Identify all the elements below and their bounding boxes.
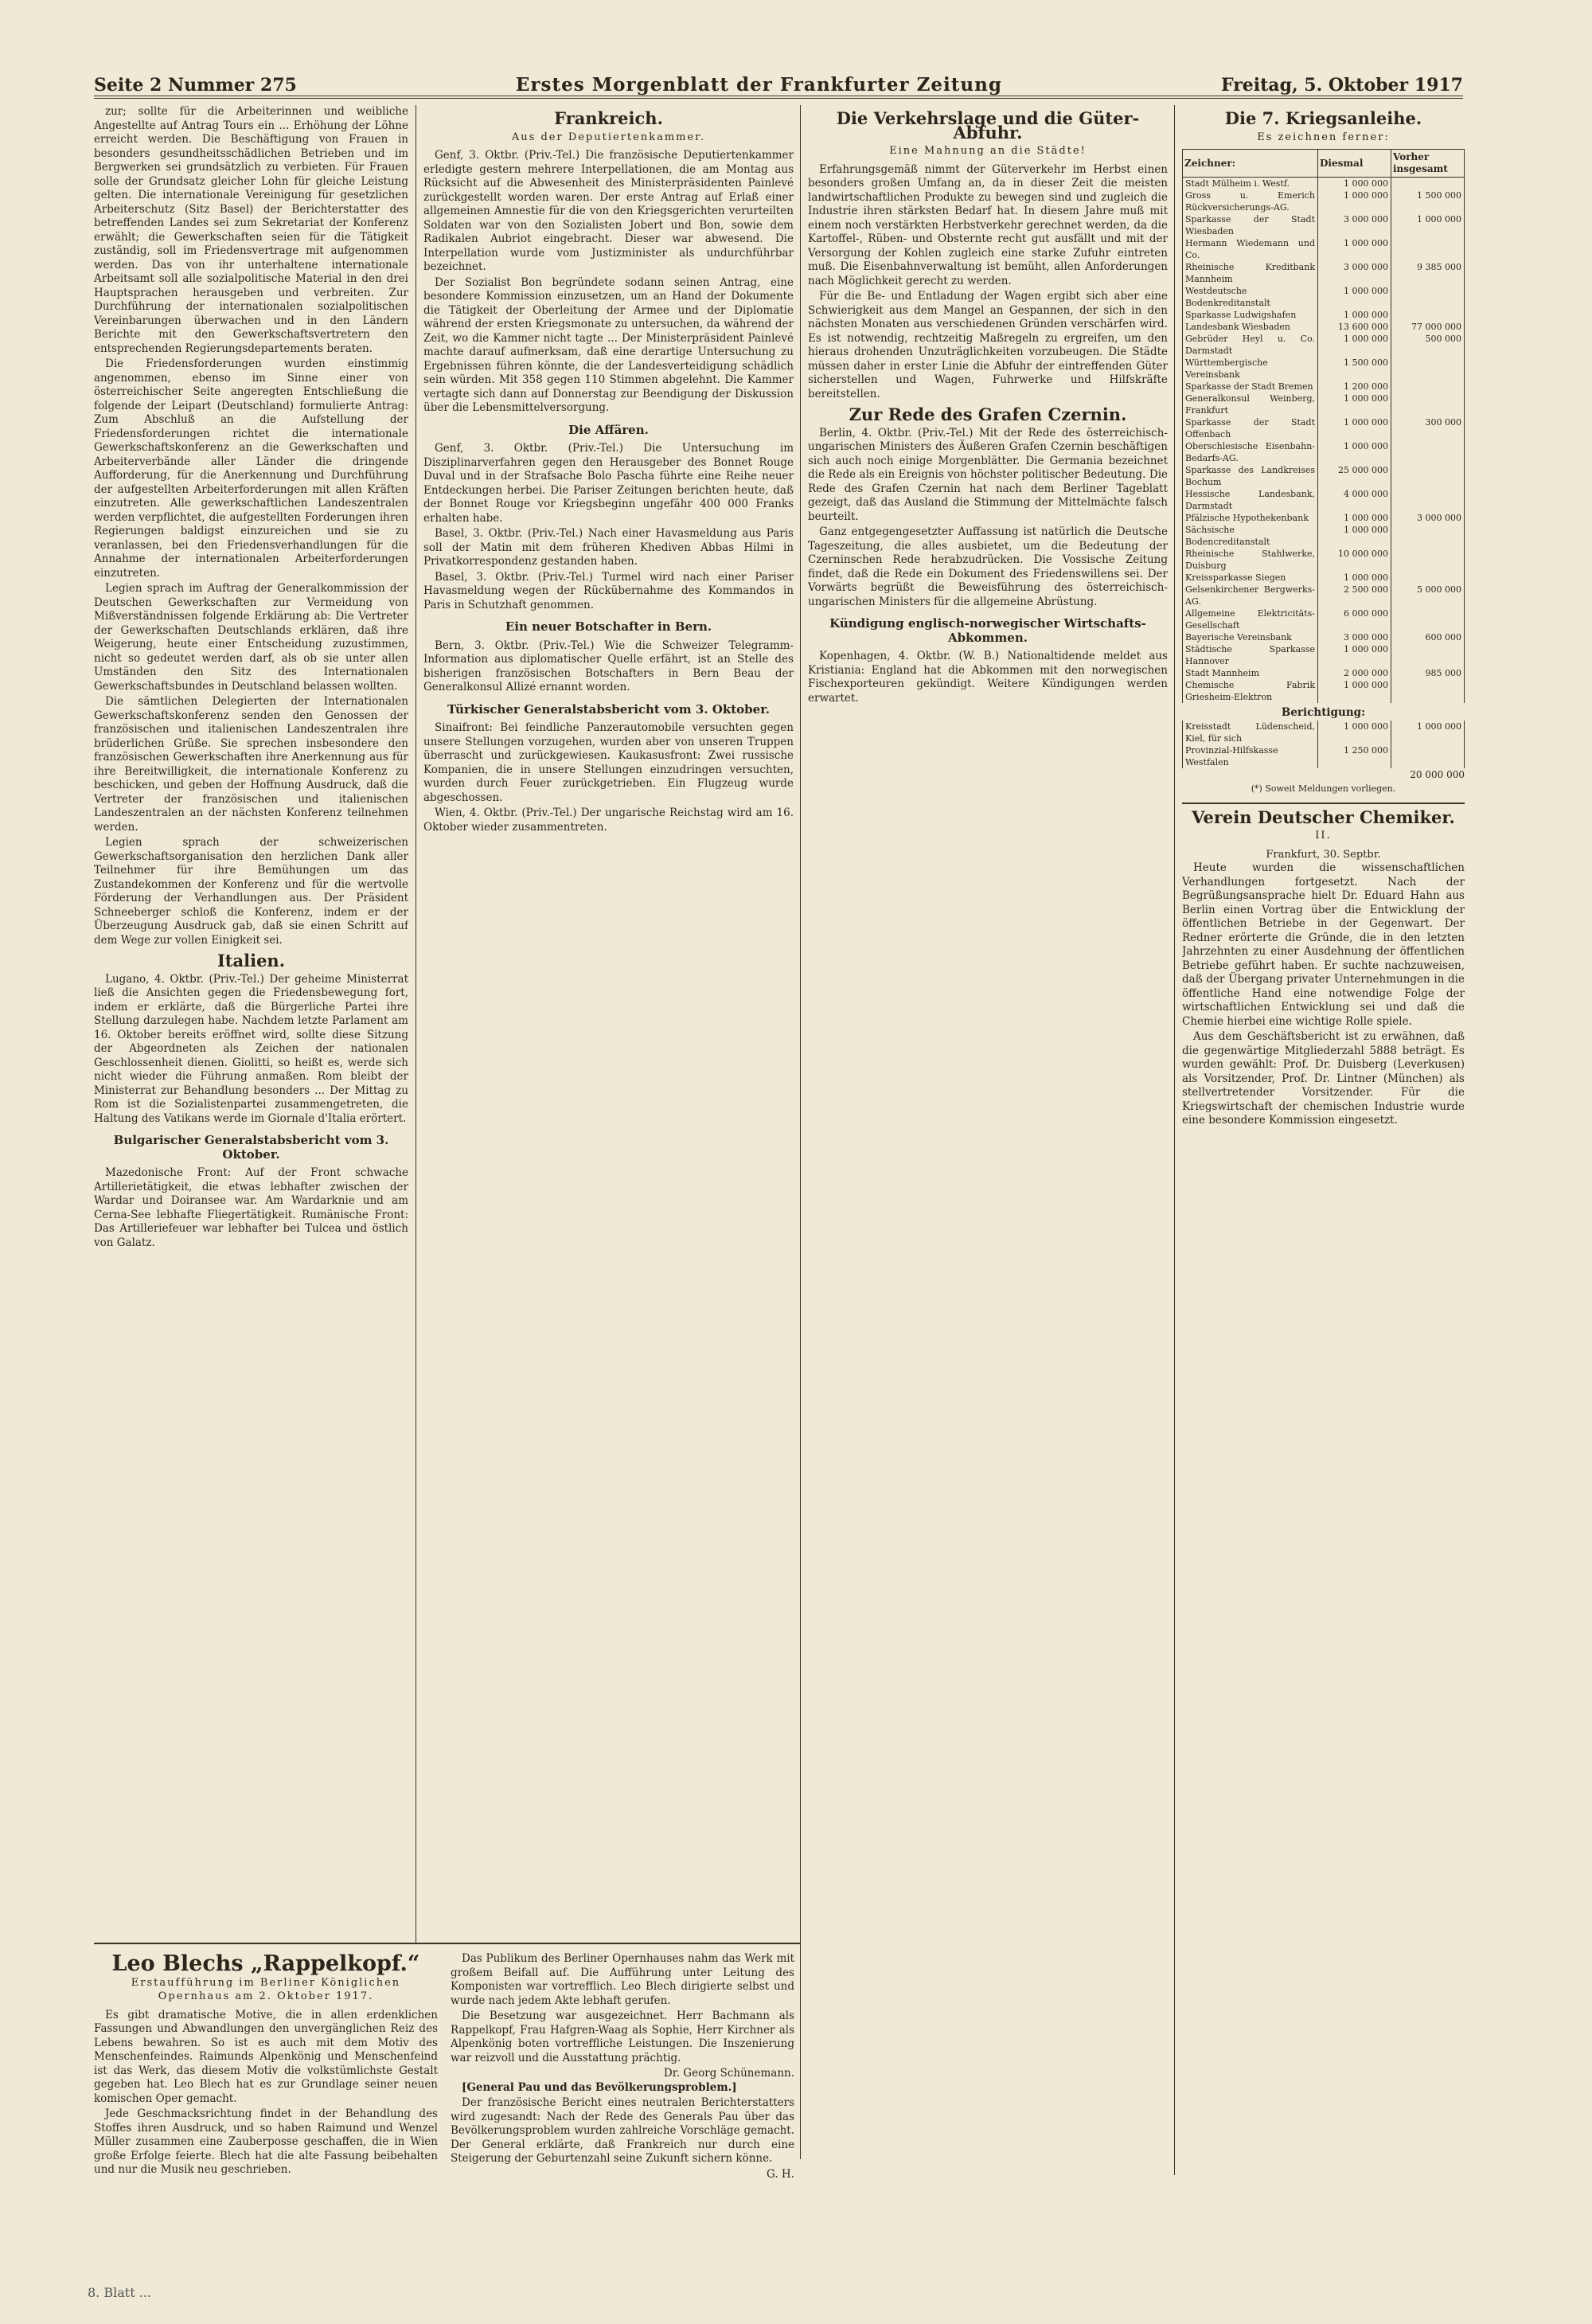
correction-table bbox=[1182, 721, 1465, 768]
article-paragraph: Sinaifront: Bei feindliche Panzerautomobile versuchten gegen unsere Stellungen vorzugehen, wurden aber von unseren Truppen überrascht und zurückgewiesen. Kaukasusfront: Zwei russische Kompanien, die in unsere Stellungen einzudringen versuchten, wurden durch Feuer zurückgetrieben. Ein Flugzeug wurde abgeschossen. bbox=[423, 721, 794, 804]
amount-previous: 5 000 000 bbox=[1391, 584, 1465, 607]
table-row bbox=[1183, 631, 1465, 643]
article-paragraph: Basel, 3. Oktbr. (Priv.-Tel.) Nach einer Havasmeldung aus Paris soll der Matin mit dem früheren Khediven Abbas Hilmi in Privatkorrespondenz gestanden haben. bbox=[423, 527, 794, 568]
table-row bbox=[1183, 285, 1465, 309]
amount-previous bbox=[1391, 524, 1465, 548]
table-row bbox=[1183, 464, 1465, 488]
table-row bbox=[1183, 679, 1465, 703]
article-paragraph: Heute wurden die wissenschaftlichen Verhandlungen fortgesetzt. Nach der Begrüßungsansprache hielt Dr. Eduard Hahn aus Berlin einen Vortrag über die Entwicklung der öffentlichen Betriebe in der Gegenwart. Der Redner erörterte die Gründe, die in den letzten Jahrzehnten zu einer Ausdehnung der öffentlichen Betriebe geführt haben. Er suchte nachzuweisen, daß der Übergang privater Unternehmungen in die öffentliche Hand eine notwendige Folge der wirtschaftlichen Entwicklung sei und daß die Chemie hierbei eine wichtige Rolle spiele. bbox=[1182, 861, 1465, 1028]
table-row bbox=[1183, 178, 1465, 190]
amount-current: 1 000 000 bbox=[1318, 285, 1391, 309]
table-row bbox=[1183, 548, 1465, 572]
section-title-turkish-report: Türkischer Generalstabsbericht vom 3. Oktober. bbox=[447, 701, 770, 717]
article-paragraph: Der Sozialist Bon begründete sodann seinen Antrag, eine besondere Kommission einzusetzen, um an Hand der Dokumente die Tätigkeit der Oberleitung der Armee und der Diplomatie während der ersten Kriegsmonate zu untersuchen, da während der Zeit, wo die Kammer nicht tagte ... Der Ministerpräsident Painlevé machte darauf aufmerksam, daß eine derartige Untersuchung zu Ergebnissen führen könnte, die der Landesverteidigung schädlich sein würden. Mit 358 gegen 110 Stimmen abgelehnt. Die Kammer vertagte sich dann auf Donnerstag zur Beendigung der Diskussion über die Lebensmittelversorgung. bbox=[423, 275, 794, 414]
amount bbox=[1391, 744, 1465, 768]
amount: 1 250 000 bbox=[1318, 744, 1391, 768]
article-paragraph: Wien, 4. Oktbr. (Priv.-Tel.) Der ungarische Reichstag wird am 16. Oktober wieder zusammentreten. bbox=[423, 807, 794, 834]
amount-previous bbox=[1391, 285, 1465, 309]
column-1 bbox=[94, 105, 408, 1928]
table-row bbox=[1183, 744, 1465, 768]
subscriber-name: Gebrüder Heyl u. Co. Darmstadt bbox=[1183, 333, 1318, 357]
article-paragraph: Erfahrungsgemäß nimmt der Güterverkehr im Herbst einen besonders großen Umfang an, da in dieser Zeit die meisten landwirtschaftlichen Produkte zu bewegen sind und zugleich die Industrie ihren stärksten Bedarf hat. In diesem Jahre muß mit einem noch verstärkten Herbstverkehr gerechnet werden, da die Kartoffel-, Rüben- und Obsternte recht gut ausfällt und mit der Versorgung der Kohlen zugleich eine starke Zufuhr eintreten muß. Die Eisenbahnverwaltung ist bemüht, allen Anforderungen nach Möglichkeit gerecht zu werden. bbox=[808, 162, 1168, 287]
amount-previous bbox=[1391, 643, 1465, 667]
amount-current: 1 000 000 bbox=[1318, 679, 1391, 703]
article-paragraph: Jede Geschmacksrichtung findet in der Behandlung des Stoffes ihren Ausdruck, und so haben Raimund und Wenzel Müller zusammen eine Zauberposse geschaffen, die in Wien große Erfolge feierte. Blech hat die alte Fassung beibehalten und nur die Musik neu geschrieben. bbox=[94, 2107, 438, 2176]
subscriber-name: Sparkasse der Stadt Offenbach bbox=[1183, 416, 1318, 440]
amount-previous bbox=[1391, 381, 1465, 393]
amount-current: 1 200 000 bbox=[1318, 381, 1391, 393]
section-title-kriegsanleihe: Die 7. Kriegsanleihe. bbox=[1224, 108, 1422, 128]
subscriber-name: Oberschlesische Eisenbahn-Bedarfs-AG. bbox=[1183, 440, 1318, 464]
subscriber-name: Stadt Mannheim bbox=[1183, 667, 1318, 679]
amount-current: 2 000 000 bbox=[1318, 667, 1391, 679]
section-subtitle: Es zeichnen ferner: bbox=[1257, 131, 1390, 143]
subscriber-name: Hessische Landesbank, Darmstadt bbox=[1183, 488, 1318, 512]
amount-current: 3 000 000 bbox=[1318, 261, 1391, 285]
feuilleton-title: Leo Blechs „Rappelkopf.“ bbox=[111, 1952, 420, 1976]
author-signature: Dr. Georg Schünemann. bbox=[663, 2067, 794, 2080]
amount-previous bbox=[1391, 548, 1465, 572]
table-row bbox=[1183, 189, 1465, 213]
amount-previous: 9 385 000 bbox=[1391, 261, 1465, 285]
article-paragraph: Ganz entgegengesetzter Auffassung ist natürlich die Deutsche Tageszeitung, die alles ausbietet, um die Bedeutung der Czerninschen Rede herabzudrücken. Die Vossische Zeitung findet, daß die Rede ein Dokument des Friedenswillens sei. Der Vorwärts begrüßt die Beweisführung des österreichisch-ungarischen Ministers für die allgemeine Abrüstung. bbox=[808, 525, 1168, 608]
article-lead: zur; sollte für die Arbeiterinnen und weibliche Angestellte auf Antrag Tours ein ... Erhöhung der Löhne erreicht werden. Die Beschäftigung von Frauen in besonders gesundheitsschädlichen Betrieben und im Bergwerken sei grundsätzlich zu verbieten. Für Frauen solle der Grundsatz gleicher Lohn für gleiche Leistung gelten. Die internationale Vereinigung für gesetzlichen Arbeiterschutz (Sitz Basel) der Berichterstatter des betreffenden Landes sei zum Sekretariat der Konferenz erwählt; die Gewerkschaften seien für die Tätigkeit zuständig, soll im Friedensvertrage mit aufgenommen werden. Das von ihr unterhaltene internationale Arbeitsamt soll alle sozialpolitische Material in den drei Hauptsprachen herausgeben und verbreiten. Zur Durchführung der internationalen sozialpolitischen Vereinbarungen überwachen und in den Ländern Berichte mit den Gewerkschaftsvertretern den entsprechenden Regierungsdepartements beraten. bbox=[94, 105, 408, 355]
subscriber-name: Provinzial-Hilfskasse Westfalen bbox=[1183, 744, 1318, 768]
article-paragraph: Bern, 3. Oktbr. (Priv.-Tel.) Wie die Schweizer Telegramm-Information aus diplomatischer Quelle erfährt, ist an Stelle des bisherigen französischen Botschafters in Bern Beau der Generalkonsul Allizé ernannt worden. bbox=[423, 639, 794, 693]
amount-previous: 985 000 bbox=[1391, 667, 1465, 679]
amount-current: 13 600 000 bbox=[1318, 321, 1391, 333]
table-header: Zeichner: bbox=[1183, 150, 1318, 178]
amount-current: 3 000 000 bbox=[1318, 631, 1391, 643]
section-number: II. bbox=[1315, 830, 1332, 842]
subscriber-name: Rheinische Stahlwerke, Duisburg bbox=[1183, 548, 1318, 572]
table-row bbox=[1183, 488, 1465, 512]
subscriber-name: Chemische Fabrik Griesheim-Elektron bbox=[1183, 679, 1318, 703]
page-header bbox=[94, 64, 1463, 99]
amount-previous bbox=[1391, 488, 1465, 512]
amount-current: 3 000 000 bbox=[1318, 213, 1391, 237]
table-header: Diesmal bbox=[1318, 150, 1391, 178]
column-2 bbox=[423, 105, 794, 1928]
subscriber-name: Württembergische Vereinsbank bbox=[1183, 357, 1318, 381]
amount-previous bbox=[1391, 237, 1465, 261]
amount-current: 1 000 000 bbox=[1318, 237, 1391, 261]
article-paragraph: Der französische Bericht eines neutralen Berichterstatters wird zugesandt: Nach der Rede des Generals Pau über das Bevölkerungsproblem wurden zahlreiche Vorschläge gemacht. Der General erklärte, daß Frankreich nur durch eine Steigerung der Geburtenzahl seine Zukunft sichern könne. bbox=[451, 2096, 794, 2165]
subscription-table bbox=[1182, 149, 1465, 703]
amount-previous: 600 000 bbox=[1391, 631, 1465, 643]
amount-current: 10 000 000 bbox=[1318, 548, 1391, 572]
subscriber-name: Kreissparkasse Siegen bbox=[1183, 572, 1318, 584]
section-title-italien: Italien. bbox=[217, 951, 286, 971]
section-subtitle: Eine Mahnung an die Städte! bbox=[889, 145, 1087, 157]
subscriber-name: Sächsische Bodencreditanstalt bbox=[1183, 524, 1318, 548]
subscriber-name: Stadt Mülheim i. Westf. bbox=[1183, 178, 1318, 190]
amount-previous bbox=[1391, 464, 1465, 488]
table-row bbox=[1183, 416, 1465, 440]
header-date: Freitag, 5. Oktober 1917 bbox=[1220, 75, 1463, 96]
table-row bbox=[1183, 333, 1465, 357]
article-paragraph: Für die Be- und Entladung der Wagen ergibt sich aber eine Schwierigkeit aus dem Mangel an Gespannen, der sich in den nächsten Monaten aus verschiedenen Gründen verschärfen wird. Es ist notwendig, rechtzeitig Maßregeln zu ergreifen, um den hieraus drohenden Unzuträglichkeiten vorzubeugen. Die Städte müssen daher in erster Linie die Abfuhr der eintreffenden Güter sicherstellen und Wagen, Fuhrwerke und Hilfskräfte bereitstellen. bbox=[808, 290, 1168, 400]
header-page-number: Seite 2 Nummer 275 bbox=[94, 75, 297, 96]
amount-previous bbox=[1391, 178, 1465, 190]
article-paragraph: Die sämtlichen Delegierten der Internationalen Gewerkschaftskonferenz senden den Genossen der französischen und italienischen Landeszentralen ihre brüderlichen Grüße. Sie sprechen insbesondere den französischen Gewerkschaften ihre Anerkennung aus für ihre Bereitwilligkeit, die internationale Konferenz zu beschicken, und geben der Hoffnung Ausdruck, daß die Vertreter der französischen und italienischen Landeszentralen an der nächsten Konferenz teilnehmen werden. bbox=[94, 695, 408, 834]
amount-previous bbox=[1391, 572, 1465, 584]
subscriber-name: Allgemeine Elektricitäts-Gesellschaft bbox=[1183, 607, 1318, 631]
amount-current: 2 500 000 bbox=[1318, 584, 1391, 607]
author-signature: G. H. bbox=[767, 2167, 794, 2181]
article-paragraph: Es gibt dramatische Motive, die in allen erdenklichen Fassungen und Abwandlungen den unvergänglichen Reiz des Lebens bewahren. So ist es auch mit dem Motiv des Menschenfeindes. Raimunds Alpenkönig und Menschenfeind ist das Werk, das diesem Motiv die volkstümlichste Gestalt gegeben hat. Leo Blech hat es zur Grundlage seiner neuen komischen Oper gemacht. bbox=[94, 2008, 438, 2105]
article-paragraph: Berlin, 4. Oktbr. (Priv.-Tel.) Mit der Rede des österreichisch-ungarischen Ministers des Äußeren Grafen Czernin beschäftigen sich auch noch einige Morgenblätter. Die Germania bezeichnet die Rede als ein Ereignis von höchster politischer Bedeutung. Die Rede des Grafen Czernin hat nach dem Berliner Tageblatt gezeigt, daß das Ausland die Stimmung der Mittelmächte falsch beurteilt. bbox=[808, 426, 1168, 523]
section-title-kuendigung: Kündigung englisch-norwegischer Wirtschafts-Abkommen. bbox=[829, 616, 1146, 645]
amount-current: 1 000 000 bbox=[1318, 512, 1391, 524]
subscriber-name: Gross u. Emerich Rückversicherungs-AG. bbox=[1183, 189, 1318, 213]
amount-previous bbox=[1391, 440, 1465, 464]
section-title-frankreich: Frankreich. bbox=[554, 108, 663, 128]
subscriber-name: Bayerische Vereinsbank bbox=[1183, 631, 1318, 643]
section-title-affaeren: Die Affären. bbox=[568, 422, 649, 437]
article-heading: [General Pau und das Bevölkerungsproblem.] bbox=[462, 2080, 737, 2094]
table-row bbox=[1183, 237, 1465, 261]
article-paragraph: Das Publikum des Berliner Opernhauses nahm das Werk mit großem Beifall auf. Die Aufführung unter Leitung des Komponisten war vortrefflich. Leo Blech dirigierte selbst und wurde nach jedem Akte lebhaft gerufen. bbox=[451, 1952, 794, 2007]
subscriber-name: Pfälzische Hypothekenbank bbox=[1183, 512, 1318, 524]
article-paragraph: Basel, 3. Oktbr. (Priv.-Tel.) Turmel wird nach einer Pariser Havasmeldung wegen der Rückübernahme des Kommandos in Paris in Schutzhaft genommen. bbox=[423, 570, 794, 611]
amount-previous: 500 000 bbox=[1391, 333, 1465, 357]
amount-previous: 3 000 000 bbox=[1391, 512, 1465, 524]
article-paragraph: Aus dem Geschäftsbericht ist zu erwähnen, daß die gegenwärtige Mitgliederzahl 5888 beträgt. Es wurden gewählt: Prof. Dr. Duisberg (Leverkusen) als Vorsitzender, Prof. Dr. Lintner (München) als stellvertretender Vorsitzender. Für die Kriegswirtschaft der chemischen Industrie wurde eine besondere Kommission eingesetzt. bbox=[1182, 1030, 1465, 1127]
section-subtitle: Aus der Deputiertenkammer. bbox=[511, 131, 706, 143]
dateline: Frankfurt, 30. Septbr. bbox=[1266, 848, 1381, 861]
table-row bbox=[1183, 512, 1465, 524]
amount-current: 1 500 000 bbox=[1318, 357, 1391, 381]
amount-previous bbox=[1391, 393, 1465, 416]
table-note: (*) Soweit Meldungen vorliegen. bbox=[1251, 783, 1396, 794]
amount-current: 1 000 000 bbox=[1318, 393, 1391, 416]
subscriber-name: Sparkasse Ludwigshafen bbox=[1183, 309, 1318, 321]
amount-previous: 1 500 000 bbox=[1391, 189, 1465, 213]
page-footer: 8. Blatt ... bbox=[88, 2285, 151, 2300]
amount-previous: 300 000 bbox=[1391, 416, 1465, 440]
table-row bbox=[1183, 321, 1465, 333]
amount-current: 4 000 000 bbox=[1318, 488, 1391, 512]
amount-previous: 77 000 000 bbox=[1391, 321, 1465, 333]
table-row bbox=[1183, 213, 1465, 237]
amount-current: 1 000 000 bbox=[1318, 572, 1391, 584]
subscriber-name: Landesbank Wiesbaden bbox=[1183, 321, 1318, 333]
amount-current: 1 000 000 bbox=[1318, 333, 1391, 357]
amount-previous bbox=[1391, 357, 1465, 381]
column-3 bbox=[808, 105, 1168, 2159]
table-row bbox=[1183, 261, 1465, 285]
feuilleton-col bbox=[94, 1952, 438, 2181]
feuilleton-subtitle: Erstaufführung im Berliner Königlichen Opernhaus am 2. Oktober 1917. bbox=[131, 1976, 401, 2002]
amount-current: 1 000 000 bbox=[1318, 309, 1391, 321]
section-rule bbox=[94, 1943, 800, 1944]
section-title-botschafter: Ein neuer Botschafter in Bern. bbox=[505, 619, 712, 634]
amount-current: 6 000 000 bbox=[1318, 607, 1391, 631]
subscriber-name: Sparkasse des Landkreises Bochum bbox=[1183, 464, 1318, 488]
amount-current: 1 000 000 bbox=[1318, 524, 1391, 548]
section-title-chemiker: Verein Deutscher Chemiker. bbox=[1192, 807, 1455, 827]
amount-current: 1 000 000 bbox=[1318, 189, 1391, 213]
section-rule bbox=[1182, 803, 1465, 804]
subscriber-name: Sparkasse der Stadt Wiesbaden bbox=[1183, 213, 1318, 237]
amount: 1 000 000 bbox=[1318, 721, 1391, 744]
article-paragraph: Genf, 3. Oktbr. (Priv.-Tel.) Die französische Deputiertenkammer erledigte gestern mehrere Interpellationen, die am Montag aus Rücksicht auf die Abwesenheit des Ministerpräsidenten Painlevé zurückgestellt worden waren. Der erste Antrag auf Erlaß einer allgemeinen Amnestie für die von den Kriegsgerichten verurteilten Soldaten war von den Sozialisten Jobert und Bon, sowie dem Radikalen Aubriot eingebracht. Dieser war abwesend. Die Interpellation wurde vom Justizminister als undurchführbar bezeichnet. bbox=[423, 149, 794, 273]
amount-previous bbox=[1391, 309, 1465, 321]
amount: 1 000 000 bbox=[1391, 721, 1465, 744]
article-paragraph: Die Friedensforderungen wurden einstimmig angenommen, ebenso im Sinne einer von österreichischer Seite angeregten Entschließung die folgende der Leipart (Deutschland) formulierte Antrag: Zum Abschluß an die Aufstellung der Friedensforderungen richtet die internationale Gewerkschaftskonferenz an die Gewerkschaften und Arbeiterverbände aller Länder die dringende Aufforderung, für die Anerkennung und Durchführung der aufgestellten Arbeiterforderungen mit allen Kräften einzutreten. Alle gewerkschaftlichen Landeszentralen werden verpflichtet, die aufgestellten Forderungen ihren Regierungen baldigst einzureichen und sie zu veranlassen, bei den Friedensverhandlungen für die Annahme der internationalen Arbeiterforderungen einzutreten. bbox=[94, 357, 408, 580]
amount-current: 25 000 000 bbox=[1318, 464, 1391, 488]
subscriber-name: Rheinische Kreditbank Mannheim bbox=[1183, 261, 1318, 285]
header-masthead: Erstes Morgenblatt der Frankfurter Zeitung bbox=[515, 74, 1002, 96]
article-paragraph: Die Besetzung war ausgezeichnet. Herr Bachmann als Rappelkopf, Frau Hafgren-Waag als Sophie, Herr Kirchner als Alpenkönig boten vortreffliche Leistungen. Die Inszenierung war reizvoll und die Ausstattung prächtig. bbox=[451, 2010, 794, 2064]
table-row bbox=[1183, 607, 1465, 631]
article-paragraph: Kopenhagen, 4. Oktbr. (W. B.) Nationaltidende meldet aus Kristiania: England hat die Abkommen mit den norwegischen Fischexporteuren gekündigt. Weitere Kündigungen werden erwartet. bbox=[808, 650, 1168, 705]
section-title-bulgarian-report: Bulgarischer Generalstabsbericht vom 3. Oktober. bbox=[113, 1133, 389, 1162]
amount-previous: 1 000 000 bbox=[1391, 213, 1465, 237]
article-paragraph: Legien sprach im Auftrag der Generalkommission der Deutschen Gewerkschaften zur Vermeidung von Mißverständnissen folgende Erklärung ab: Die Vertreter der Gewerkschaften Deutschlands erklären, daß ihre Weigerung, heute einer Entscheidung zuzustimmen, nicht so gedeutet werden darf, als ob sie unter allen Umständen den Sitz des Internationalen Gewerkschaftsbundes in Deutschland belassen wollten. bbox=[94, 582, 408, 693]
correction-total: 20 000 000 bbox=[1410, 768, 1465, 780]
subscriber-name: Gelsenkirchener Bergwerks-AG. bbox=[1183, 584, 1318, 607]
amount-previous bbox=[1391, 607, 1465, 631]
column-rule bbox=[800, 105, 801, 2159]
subscriber-name: Sparkasse der Stadt Bremen bbox=[1183, 381, 1318, 393]
feuilleton-col bbox=[451, 1952, 794, 2181]
article-paragraph: Mazedonische Front: Auf der Front schwache Artillerietätigkeit, die etwas lebhafter zwischen der Wardar und Doiransee war. Am Wardarknie und am Cerna-See lebhafte Fliegertätigkeit. Rumänische Front: Das Artilleriefeuer war lebhafter bei Tulcea und östlich von Galatz. bbox=[94, 1166, 408, 1249]
correction-label: Berichtigung: bbox=[1281, 706, 1366, 719]
amount-previous bbox=[1391, 679, 1465, 703]
amount-current: 1 000 000 bbox=[1318, 643, 1391, 667]
amount-current: 1 000 000 bbox=[1318, 416, 1391, 440]
column-rule bbox=[1174, 105, 1175, 2175]
table-header: Vorher insgesamt bbox=[1391, 150, 1465, 178]
table-row bbox=[1183, 572, 1465, 584]
table-row bbox=[1183, 584, 1465, 607]
table-row bbox=[1183, 357, 1465, 381]
table-row bbox=[1183, 667, 1465, 679]
subscriber-name: Generalkonsul Weinberg, Frankfurt bbox=[1183, 393, 1318, 416]
table-row bbox=[1183, 393, 1465, 416]
feuilleton bbox=[94, 1952, 794, 2279]
table-row bbox=[1183, 309, 1465, 321]
subscriber-name: Kreisstadt Lüdenscheid, Kiel, für sich bbox=[1183, 721, 1318, 744]
section-title-verkehrslage: Die Verkehrslage und die Güter-Abfuhr. bbox=[836, 108, 1140, 143]
article-paragraph: Legien sprach der schweizerischen Gewerkschaftsorganisation den herzlichen Dank aller Teilnehmer für ihre Bemühungen um das Zustandekommen der Konferenz und für die wertvolle Förderung der Verhandlungen aus. Der Präsident Schneeberger schloß die Konferenz, indem er der Überzeugung Ausdruck gab, daß sie einen Schritt auf dem Wege zur vollen Einigkeit sei. bbox=[94, 836, 408, 947]
column-4 bbox=[1182, 105, 1465, 2175]
subscriber-name: Hermann Wiedemann und Co. bbox=[1183, 237, 1318, 261]
table-row bbox=[1183, 524, 1465, 548]
subscriber-name: Westdeutsche Bodenkreditanstalt bbox=[1183, 285, 1318, 309]
article-paragraph: Genf, 3. Oktbr. (Priv.-Tel.) Die Untersuchung im Disziplinarverfahren gegen den Herausgeber des Bonnet Rouge Duval und in der Strafsache Bolo Pascha führte eine Reihe neuer Entdeckungen herbei. Die Pariser Zeitungen berichten heute, daß der Bonnet Rouge vor Kriegsbeginn ungefähr 400 000 Franks erhalten habe. bbox=[423, 442, 794, 525]
article-paragraph: Lugano, 4. Oktbr. (Priv.-Tel.) Der geheime Ministerrat ließ die Ansichten gegen die Friedensbewegung fort, indem er erklärte, daß die Bürgerliche Partei ihre Stellung darzulegen habe. Nachdem letzte Parlament am 16. Oktober bereits eröffnet wird, sollte diese Sitzung der Abgeordneten als Zeichen der nationalen Geschlossenheit dienen. Giolitti, so heißt es, werde sich nicht wieder die Führung anmaßen. Rom bleibt der Ministerrat zur Behandlung besonders ... Der Mittag zu Rom ist die Sozialistenpartei zusammengetreten, die Haltung des Vatikans werde im Giornale d'Italia erörtert. bbox=[94, 972, 408, 1125]
subscriber-name: Städtische Sparkasse Hannover bbox=[1183, 643, 1318, 667]
amount-current: 1 000 000 bbox=[1318, 178, 1391, 190]
table-row bbox=[1183, 440, 1465, 464]
table-row bbox=[1183, 643, 1465, 667]
amount-current: 1 000 000 bbox=[1318, 440, 1391, 464]
section-title-czernin: Zur Rede des Grafen Czernin. bbox=[849, 404, 1127, 424]
table-row bbox=[1183, 721, 1465, 744]
table-row bbox=[1183, 381, 1465, 393]
